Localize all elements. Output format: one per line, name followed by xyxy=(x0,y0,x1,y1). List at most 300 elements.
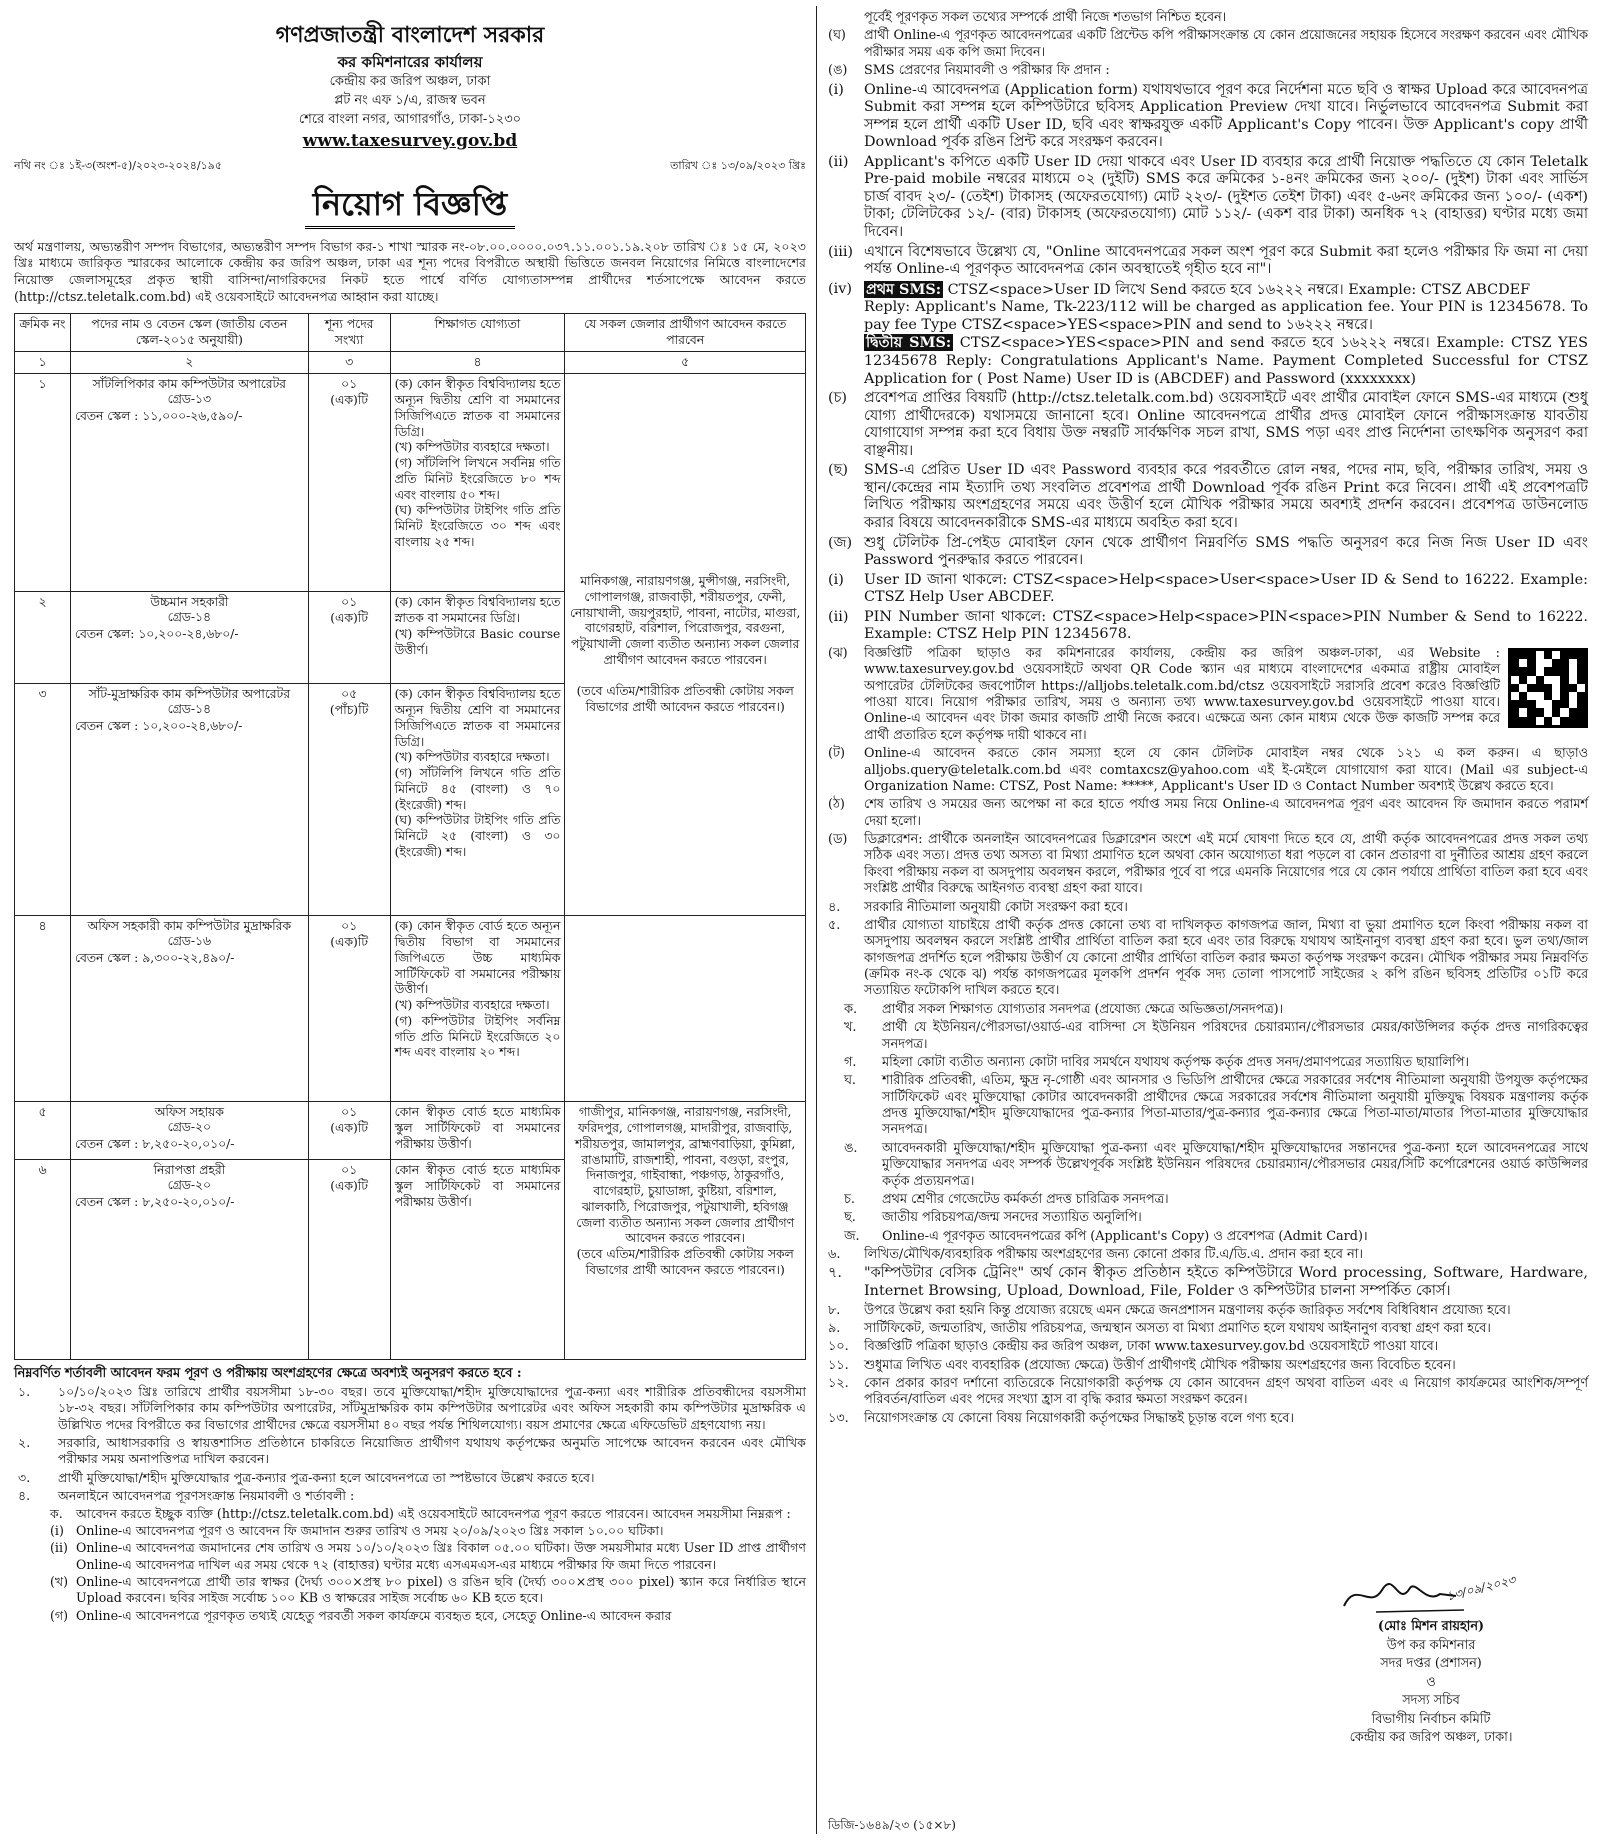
qr-module xyxy=(1536,676,1544,684)
qr-module xyxy=(1569,651,1577,659)
qr-module xyxy=(1519,717,1527,725)
row-post xyxy=(70,684,308,916)
qr-module xyxy=(1519,684,1527,692)
post-grade: গ্রেড-১৪ xyxy=(167,702,211,717)
list-label: ১১. xyxy=(828,1357,849,1373)
row-serial: ৩ xyxy=(15,684,71,916)
letterhead xyxy=(14,22,806,151)
qr-module xyxy=(1527,667,1535,675)
qr-module xyxy=(1552,667,1560,675)
qr-module xyxy=(1577,667,1585,675)
list-label: খ. xyxy=(844,1020,857,1036)
row-vacancy: ০১ (এক)টি xyxy=(308,1102,390,1160)
qr-module xyxy=(1527,717,1535,725)
row-districts-a xyxy=(565,374,806,916)
condition-number: ৩. xyxy=(18,1469,31,1485)
row-post xyxy=(70,374,308,592)
condition-number: ১. xyxy=(18,1384,31,1399)
qr-module xyxy=(1552,700,1560,708)
post-grade: গ্রেড-১৪ xyxy=(167,610,211,625)
condition-sub-item xyxy=(42,1506,806,1522)
qr-module xyxy=(1519,708,1527,716)
qr-module xyxy=(1569,717,1577,725)
row-post xyxy=(70,1160,308,1360)
qr-module xyxy=(1544,659,1552,667)
final-condition-item xyxy=(828,1358,1588,1374)
plot-address: প্লট নং এফ ১/এ, রাজস্ব ভবন xyxy=(334,92,486,108)
paragraph xyxy=(828,832,1588,898)
qr-module xyxy=(1577,684,1585,692)
condition-sub-item xyxy=(42,1574,806,1607)
sub-text: Online-এ আবেদনপত্র জমাদানের শেষ তারিখ ও সময় ১০/১০/২০২৩ খ্রিঃ বিকাল ০৫.০০ ঘটিকা। উক্ত সময়সীমার মধ্যে User ID প্রাপ্ত প্রার্থীগণ Online-এ আবেদনপত্র দাখিল এর সময় থেকে ৭২ (বাহাত্তর) ঘণ্টার মধ্যে এসএমএস-এর মাধ্যমে পরীক্ষার ফি জমা দিতে পারবেন। xyxy=(76,1540,806,1572)
office-name: কর কমিশনারের কার্যালয় xyxy=(337,52,483,71)
row-post xyxy=(70,916,308,1102)
qr-module xyxy=(1536,651,1544,659)
qr-module xyxy=(1552,708,1560,716)
qr-module xyxy=(1577,700,1585,708)
qr-module xyxy=(1536,717,1544,725)
paragraph-label: (ঘ) xyxy=(828,28,846,44)
row-qualification: (ক) কোন স্বীকৃত বিশ্ববিদ্যালয় হতে অন্যূন দ্বিতীয় শ্রেণি বা সমমানের সিজিপিএতে স্নাতক বা সমমানের ডিগ্রি। (খ) কম্পিউটার ব্যবহারে দক্ষতা। (গ) সাঁটলিপি লিখনে সর্বনিম্ন গতি প্রতি মিনিট ইংরেজিতে ৮০ শব্দ এবং বাংলায় ৫০ শব্দ। (ঘ) কম্পিউটার টাইপিং গতি প্রতি মিনিট ইংরেজিতে ৩০ শব্দ এবং বাংলায় ২৫ শব্দ। xyxy=(390,374,565,592)
list-label: জ. xyxy=(844,1228,860,1244)
list-label: ৭. xyxy=(828,1265,842,1282)
col-header-serial: ক্রমিক নং xyxy=(15,314,71,352)
list-text: উপরে উল্লেখ করা হয়নি কিন্তু প্রযোজ্য রয়েছে এমন ক্ষেত্রে জনপ্রশাসন মন্ত্রণালয় কর্তৃক জারিকৃত সর্বশেষ বিধিবিধান প্রযোজ্য হবে। xyxy=(864,1302,1511,1318)
col-header-vacancy: শূন্য পদের সংখ্যা xyxy=(308,314,390,352)
list-text: নিয়োগসংক্রান্ত যে কোনো বিষয় নিয়োগকারী কর্তৃপক্ষের সিদ্ধান্তই চূড়ান্ত বলে গণ্য হবে। xyxy=(864,1410,1294,1426)
condition-sub-item xyxy=(42,1523,806,1539)
qr-module xyxy=(1560,684,1568,692)
qr-module xyxy=(1577,651,1585,659)
list-text: মহিলা কোটা ব্যতীত অন্যান্য কোটা দাবির সমর্থনে যথাযথ কর্তৃপক্ষ কর্তৃক প্রদত্ত সনদ/প্রমাণপত্রের সত্যায়িত ছায়ালিপি। xyxy=(882,1054,1469,1070)
paragraph-text: সরকারি নীতিমালা অনুযায়ী কোটা সংরক্ষণ করা হবে। xyxy=(864,899,1128,915)
qr-module xyxy=(1552,684,1560,692)
post-scale: বেতন স্কেল : ৯,৩০০-২২,৪৯০/- xyxy=(74,951,235,966)
left-column xyxy=(14,22,806,1624)
designation-line: উপ কর কমিশনার xyxy=(1386,1637,1476,1653)
qr-module xyxy=(1560,676,1568,684)
paragraph-text: এখানে বিশেষভাবে উল্লেখ্য যে, "Online আবেদনপত্রের সকল অংশ পূরণ করে Submit করা হলেও পরীক্ষার ফি জমা না দেয়া পর্যন্ত Online-এ পূরণকৃত আবেদনপত্র কোন অবস্থাতেই গৃহীত হবে না"। xyxy=(864,243,1588,278)
paragraph xyxy=(828,28,1588,61)
paragraph-label: (ঠ) xyxy=(828,797,845,813)
qr-module xyxy=(1560,692,1568,700)
document-list-item xyxy=(828,1229,1588,1245)
paragraph-text: SMS-এ প্রেরিত User ID এবং Password ব্যবহার করে পরবর্তীতে রোল নম্বর, পদের নাম, ছবি, পরীক্ষার তারিখ, সময় ও স্থান/কেন্দ্রের নাম ইত্যাদি তথ্য সংবলিত প্রবেশপত্র প্রার্থী Download পূর্বক রঙিন Print করে নিবেন। প্রার্থী এই প্রবেশপত্রটি লিখিত পরীক্ষায় অংশগ্রহণের সময়ে এবং উত্তীর্ণ হলে মৌখিক পরীক্ষার সময়ে অবশ্যই প্রদর্শন করবেন। প্রবেশপত্র ডাউনলোড করার বিষয়ে আবেদনকারীকে SMS-এর মাধ্যমে অবহিত করা হবে। xyxy=(864,462,1588,531)
condition-item xyxy=(14,1384,806,1433)
qr-module xyxy=(1527,659,1535,667)
col-header-districts: যে সকল জেলার প্রার্থীগণ আবেদন করতে পারবেন xyxy=(565,314,806,352)
list-label: ঘ. xyxy=(844,1073,856,1089)
condition-text: ১০/১০/২০২৩ খ্রিঃ তারিখে প্রার্থীর বয়সসীমা ১৮-৩০ বছর। তবে মুক্তিযোদ্ধা/শহীদ মুক্তিযোদ্ধাদের পুত্র-কন্যা এবং শারীরিক প্রতিবন্ধীদের বয়সসীমা ১৮-৩২ বছর। সাঁটলিপিকার কাম কম্পিউটার অপারেটর, সাঁটমুদ্রাক্ষরিক কাম কম্পিউটার অপারেটর এবং অফিস সহকারী কাম কম্পিউটার মুদ্রাক্ষরিক এ উল্লিখিত পদের বিপরীতে কর বিভাগের প্রার্থীদের ক্ষেত্রে বয়সসীমা ৪০ বছর পর্যন্ত শিথিলযোগ্য। বয়স প্রমাণের ক্ষেত্রে এফিডেভিট গ্রহণযোগ্য নয়। xyxy=(58,1384,806,1432)
paragraph xyxy=(828,572,1588,607)
qr-module xyxy=(1577,708,1585,716)
final-condition-item xyxy=(828,1321,1588,1337)
list-label: ঙ. xyxy=(844,1140,858,1156)
paragraph-text: প্রবেশপত্র প্রাপ্তির বিষয়টি (http://ctsz.teletalk.com.bd) ওয়েবসাইটে এবং প্রার্থীর মোবাইল ফোনে SMS-এর মাধ্যমে (শুধু যোগ্য প্রার্থীদেরকে) যথাসময়ে জানানো হবে। Online আবেদনপত্রে প্রার্থীর প্রদত্ত মোবাইল ফোনে পরীক্ষাসংক্রান্ত যাবতীয় যোগাযোগ সম্পন্ন করা হবে বিধায় উক্ত নম্বরটি সার্বক্ষণিক সচল রাখা, SMS পড়া এবং প্রাপ্ত নির্দেশনা তাৎক্ষণিক অনুসরণ করা বাঞ্ছনীয়। xyxy=(864,390,1588,459)
condition-sub-item xyxy=(42,1608,806,1624)
paragraph xyxy=(828,646,1588,744)
officer-name: (মোঃ মিশন রায়হান) xyxy=(1377,1619,1485,1634)
paragraph-text: শেষ তারিখ ও সময়ের জন্য অপেক্ষা না করে হাতে পর্যাপ্ত সময় নিয়ে Online-এ আবেদনপত্র পূরণ এবং আবেদন ফি জমাদান করতে পরামর্শ দেয়া হলো। xyxy=(864,797,1588,829)
document-list-item xyxy=(828,1210,1588,1226)
qr-module xyxy=(1560,717,1568,725)
row-qualification: (ক) কোন স্বীকৃত বিশ্ববিদ্যালয় হতে অন্যূন দ্বিতীয় শ্রেণি বা সমমানের সিজিপিএতে স্নাতক বা সমমানের ডিগ্রি। (খ) কম্পিউটার ব্যবহারে দক্ষতা। (গ) সাঁটলিপি লিখনে গতি প্রতি মিনিটে ৪৫ (বাংলা) ও ৭০ (ইংরেজী) শব্দ। (ঘ) কম্পিউটার টাইপিং গতি প্রতি মিনিটে ২৫ (বাংলা) ও ৩০ (ইংরেজী) শব্দ। xyxy=(390,684,565,916)
qr-module xyxy=(1577,676,1585,684)
list-text: শুধুমাত্র লিখিত এবং ব্যবহারিক (প্রযোজ্য ক্ষেত্রে) উত্তীর্ণ প্রার্থীগণই মৌখিক পরীক্ষায় অংশগ্রহণের জন্য বিবেচিত হবেন। xyxy=(864,1357,1456,1373)
qr-module xyxy=(1511,651,1519,659)
sub-label: (i) xyxy=(50,1522,64,1538)
paragraph xyxy=(828,797,1588,830)
second-sms-text: CTSZ<space>YES<space>PIN and send করতে হবে ১৬২২২ নম্বরে। Example: CTSZ YES 12345678 Reply: Congratulations Applicant's Name. Payment Completed Successful for CTSZ Application for ( Post Name) User ID is (ABCDEF) and Password (xxxxxxxx) xyxy=(864,335,1588,387)
signature-block xyxy=(1296,1570,1566,1748)
list-label: ৯. xyxy=(828,1320,841,1336)
row-post xyxy=(70,1102,308,1160)
table-row xyxy=(15,374,806,592)
website-link[interactable]: www.taxesurvey.gov.bd xyxy=(302,130,518,151)
condition-number: ২. xyxy=(18,1435,31,1451)
condition-text: সরকারি, আধাসরকারি ও স্বায়ত্তশাসিত প্রতিষ্ঠানে চাকরিতে নিয়োজিত প্রার্থীগণ যথাযথ কর্তৃপক্ষের অনুমতি সাপেক্ষে আবেদন করবেন এবং মৌখিক পরীক্ষার সময় অনাপত্তিপত্র দাখিল করবেন। xyxy=(58,1435,806,1467)
condition-item xyxy=(14,1488,806,1504)
qr-module xyxy=(1527,692,1535,700)
list-label: ১৩. xyxy=(828,1410,849,1426)
reference-line xyxy=(14,159,806,172)
sms-block xyxy=(864,281,1588,388)
paragraph xyxy=(828,462,1588,532)
colnum: ৪ xyxy=(390,352,565,374)
paragraph-text: শুধু টেলিটক প্রি-পেইড মোবাইল ফোন থেকে প্রার্থীগণ নিম্নবর্ণিত SMS পদ্ধতি অনুসরণ করে নিজ নিজ User ID এবং Password পুনরুদ্ধার করতে পারবেন। xyxy=(864,534,1588,569)
qr-module xyxy=(1536,659,1544,667)
post-grade: গ্রেড-২০ xyxy=(167,1120,211,1135)
paragraph-label: (ii) xyxy=(828,153,849,170)
list-text: Online-এ পূরণকৃত আবেদনপত্রের কপি (Applicant's Copy) ও প্রবেশপত্র (Admit Card)। xyxy=(882,1228,1368,1244)
list-text: বিজ্ঞপ্তিটি পত্রিকা ছাড়াও কেন্দ্রীয় কর জরিপ অঞ্চল, ঢাকা www.taxesurvey.gov.bd ওয়েবসাইটে পাওয়া যাবে। xyxy=(864,1339,1439,1355)
post-scale: বেতন স্কেল : ১১,০০০-২৬,৫৯০/- xyxy=(74,409,243,424)
paragraph-text: PIN Number জানা থাকলে: CTSZ<space>Help<space>PIN<space>PIN Number & Send to 16222. Example: CTSZ Help PIN 12345678. xyxy=(864,608,1588,643)
qr-module xyxy=(1536,692,1544,700)
qr-module xyxy=(1544,717,1552,725)
paragraph xyxy=(828,82,1588,152)
paragraph-text: পূর্বেই পূরণকৃত সকল তথ্যের সম্পর্কে প্রার্থী নিজে শতভাগ নিশ্চিত হবেন। xyxy=(864,10,1227,25)
notice-date: তারিখ ঃ ১৩/০৯/২০২৩ খ্রিঃ xyxy=(670,159,806,173)
qr-module xyxy=(1536,684,1544,692)
paragraph-label: (ঙ) xyxy=(828,63,848,79)
final-condition-item xyxy=(828,1303,1588,1319)
list-label: ৬. xyxy=(828,1247,841,1263)
qr-module xyxy=(1511,717,1519,725)
row-qualification: (ক) কোন স্বীকৃত বিশ্ববিদ্যালয় হতে স্নাতক বা সমমানের ডিগ্রি। (খ) কম্পিউটারে Basic course উত্তীর্ণ। xyxy=(390,592,565,684)
paragraph xyxy=(828,900,1588,916)
list-label: ছ. xyxy=(844,1210,856,1226)
condition-text: প্রার্থী মুক্তিযোদ্ধা/শহীদ মুক্তিযোদ্ধার পুত্র-কন্যার পুত্র-কন্যা হলে আবেদনপত্রে তা স্পষ্টভাবে উল্লেখ করতে হবে। xyxy=(58,1469,595,1485)
qr-module xyxy=(1560,708,1568,716)
list-text: জাতীয় পরিচয়পত্র/জন্ম সনদের সত্যায়িত অনুলিপি। xyxy=(882,1210,1142,1226)
sub-label: (খ) xyxy=(50,1573,69,1589)
paragraph-label: (ড) xyxy=(828,832,848,848)
qr-module xyxy=(1577,659,1585,667)
row-districts-empty xyxy=(565,916,806,1102)
condition-text: অনলাইনে আবেদনপত্র পূরণসংক্রান্ত নিয়মাবলী ও শর্তাবলী : xyxy=(58,1488,355,1504)
row-vacancy: ০১ (এক)টি xyxy=(308,916,390,1102)
row-vacancy: ০১ (এক)টি xyxy=(308,374,390,592)
paragraph-label: (ছ) xyxy=(828,462,848,479)
first-sms-text: CTSZ<space>User ID লিখে Send করতে হবে ১৬২২২ নম্বরে। Example: CTSZ ABCDEF Reply: Applicant's Name, Tk-223/112 will be charged as application fee. Your PIN is 12345678. To pay fee Type CTSZ<space>YES<space>PIN and send to ১৬২২২ নম্বরে। xyxy=(864,281,1588,333)
right-column xyxy=(828,8,1588,1427)
qr-module xyxy=(1544,700,1552,708)
row-serial: ১ xyxy=(15,374,71,592)
qr-module xyxy=(1544,692,1552,700)
designation-line: কেন্দ্রীয় কর জরিপ অঞ্চল, ঢাকা। xyxy=(1349,1730,1513,1746)
qr-module xyxy=(1569,708,1577,716)
table-row xyxy=(15,1102,806,1160)
qr-module xyxy=(1560,700,1568,708)
paragraph-label: (ট) xyxy=(828,746,845,762)
colnum: ৫ xyxy=(565,352,806,374)
qr-module xyxy=(1519,692,1527,700)
paragraph-label: ৪. xyxy=(828,899,841,915)
qr-module xyxy=(1569,684,1577,692)
row-vacancy: ০১ (এক)টি xyxy=(308,592,390,684)
website-info-text: বিজ্ঞপ্তিটি পত্রিকা ছাড়াও কর কমিশনারের কার্যালয়, কেন্দ্রীয় কর জরিপ অঞ্চল-ঢাকা, এর Website : www.taxesurvey.gov.bd ওয়েবসাইটে অথবা QR Code স্ক্যান এর মাধ্যমে বাংলাদেশের একমাত্র রাষ্ট্রীয় মোবাইল অপারেটর টেলিটকের জবপোর্টাল https://alljobs.teletalk.com.bd/ctsz ওয়েবসাইটে সরাসরি প্রবেশ করেও বিজ্ঞপ্তিটি পাওয়া যাবে। নিয়োগ পরীক্ষার তারিখ, সময় ও অন্যান্য তথ্য www.taxesurvey.gov.bd ওয়েবসাইটে পাওয়া যাবে। Online-এ আবেদন এবং টাকা জমার কাজটি প্রার্থী নিজে করবে। এক্ষেত্রে অন্য কোন মাধ্যম থেকে উক্ত কাজটি সম্পন্ন করে প্রার্থী প্রতারিত হলে কর্তৃপক্ষ দায়ী থাকবে না। xyxy=(864,645,1500,743)
final-condition-item xyxy=(828,1376,1588,1409)
final-condition-item xyxy=(828,1339,1588,1355)
qr-module xyxy=(1511,708,1519,716)
paragraph xyxy=(828,609,1588,644)
final-condition-item xyxy=(828,1247,1588,1263)
notice-title: নিয়োগ বিজ্ঞপ্তি xyxy=(305,185,515,229)
qr-module xyxy=(1511,667,1519,675)
col-header-qualification: শিক্ষাগত যোগ্যতা xyxy=(390,314,565,352)
qr-module xyxy=(1569,667,1577,675)
qr-module xyxy=(1536,667,1544,675)
second-sms-label: দ্বিতীয় SMS: xyxy=(866,334,952,352)
row-qualification: কোন স্বীকৃত বোর্ড হতে মাধ্যমিক স্কুল সার্টিফিকেট বা সমমানের পরীক্ষায় উত্তীর্ণ। xyxy=(390,1160,565,1360)
post-name: নিরাপত্তা প্রহরী xyxy=(153,1163,226,1178)
qr-module xyxy=(1552,717,1560,725)
paragraph xyxy=(828,154,1588,242)
paragraph xyxy=(828,244,1588,279)
first-sms-label: প্রথম SMS: xyxy=(866,280,942,298)
signature-date: ১৩/০৯/২০২৩ xyxy=(1445,1572,1517,1604)
column-divider xyxy=(816,6,817,1834)
row-serial: ৫ xyxy=(15,1102,71,1160)
document-list-item xyxy=(828,1141,1588,1190)
qr-module xyxy=(1511,692,1519,700)
zone-name: কেন্দ্রীয় কর জরিপ অঞ্চল, ঢাকা xyxy=(329,74,491,90)
sub-text: আবেদন করতে ইচ্ছুক ব্যক্তি (http://ctsz.teletalk.com.bd) এই ওয়েবসাইটে আবেদনপত্র পূরণ করতে পারবেন। আবেদন সময়সীমা নিম্নরূপ : xyxy=(76,1505,791,1521)
colnum: ২ xyxy=(70,352,308,374)
qr-module xyxy=(1527,708,1535,716)
qr-module xyxy=(1569,700,1577,708)
paragraph-text: Applicant's কপিতে একটি User ID দেয়া থাকবে এবং User ID ব্যবহার করে প্রার্থী নিয়োক্ত পদ্ধতিতে যে কোন Teletalk Pre-paid mobile নম্বরের মাধ্যমে ০২ (দুইটি) SMS করে ক্রমিকের ১-৪নং ক্রমিকের জন্য ২০০/- (দুইশ) টাকা এবং সার্ভিস চার্জ বাবদ ২৩/- (তেইশ) টাকাসহ (অফেরতযোগ্য) মোট ২২৩/- (দুইশত তেইশ টাকা) এবং ৫-৬নং ক্রমিকের জন্য ১০০/- (একশ) টাকা; টেলিটকের ১২/- (বার) টাকাসহ (অফেরতযোগ্য) মোট ১১২/- (একশ বার টাকা) অনধিক ৭২ (বাহাত্তর) ঘণ্টার মধ্যে জমা দিবেন। xyxy=(864,153,1588,240)
list-text: শারীরিক প্রতিবন্ধী, এতিম, ক্ষুদ্র নৃ-গোষ্ঠী এবং আনসার ও ভিডিপি প্রার্থীদের ক্ষেত্রে সরকারের সর্বশেষ নীতিমালা অনুযায়ী উপযুক্ত কর্তৃপক্ষের সার্টিফিকেট এবং মুক্তিযোদ্ধা কোটার আবেদনকারী প্রার্থীদের ক্ষেত্রে সরকারের সর্বশেষ নীতিমালা অনুযায়ী মুক্তিযুদ্ধ বিষয়ক মন্ত্রণালয় কর্তৃক প্রদত্ত মুক্তিযোদ্ধা/শহীদ মুক্তিযোদ্ধাদের পুত্র-কন্যার পিতা-মাতার/পুত্র-কন্যার পুত্র-কন্যার ক্ষেত্রে পিতা-মাতা/মাতার পিতা-মাতার মুক্তিযোদ্ধার সনদপত্র। xyxy=(882,1073,1588,1138)
paragraph xyxy=(828,63,1588,79)
list-text: লিখিত/মৌখিক/ব্যবহারিক পরীক্ষায় অংশগ্রহণের জন্য কোনো প্রকার টি.এ/ডি.এ. প্রদান করা হবে না। xyxy=(864,1247,1363,1263)
document-list xyxy=(828,1002,1588,1245)
paragraph-label: (ii) xyxy=(828,608,849,625)
row-vacancy: ০১ (এক)টি xyxy=(308,1160,390,1360)
qr-module xyxy=(1519,667,1527,675)
paragraph xyxy=(828,390,1588,460)
row-vacancy: ০৫ (পাঁচ)টি xyxy=(308,684,390,916)
conditions-heading: নিম্নবর্ণিত শর্তাবলী আবেদন ফরম পূরণ ও পরীক্ষায় অংশগ্রহণের ক্ষেত্রে অবশ্যই অনুসরণ করতে হবে : xyxy=(14,1366,522,1382)
qr-module xyxy=(1544,667,1552,675)
qr-module xyxy=(1569,676,1577,684)
qr-module xyxy=(1560,659,1568,667)
list-text: কোন প্রকার কারণ দর্শানো ব্যতিরেকে নিয়োগকারী কর্তৃপক্ষ যে কোন আবেদন গ্রহণ অথবা বাতিল এবং এ নিয়োগ কার্যক্রমের আংশিক/সম্পূর্ণ পরিবর্তন/বাতিল এবং পদের সংখ্যা হ্রাস বা বৃদ্ধি করার ক্ষমতা সংরক্ষণ করেন। xyxy=(864,1376,1588,1408)
condition-number: ৪. xyxy=(18,1488,31,1504)
designation-line: সদস্য সচিব xyxy=(1402,1693,1460,1709)
list-label: ১২. xyxy=(828,1376,849,1392)
sub-text: Online-এ আবেদনপত্রে প্রার্থী তার স্বাক্ষর (দৈর্ঘ্য ৩০০×প্রস্থ ৮০ pixel) ও রঙিন ছবি (দৈর্ঘ্য ৩০০×প্রস্থ ৩০০ pixel) স্ক্যান করে নির্ধারিত স্থানে Upload করবেন। ছবির সাইজ সর্বোচ্চ ১০০ KB ও স্বাক্ষরের সাইজ সর্বোচ্চ ৬০ KB হতে হবে। xyxy=(76,1573,806,1606)
list-text: প্রার্থীর সকল শিক্ষাগত যোগ্যতার সনদপত্র (প্রযোজ্য ক্ষেত্রে অভিজ্ঞতা/সনদপত্র)। xyxy=(882,1001,1284,1017)
document-list-item xyxy=(828,1073,1588,1139)
qr-module xyxy=(1527,684,1535,692)
qr-module xyxy=(1536,700,1544,708)
list-text: প্রার্থী যে ইউনিয়ন/পৌরসভা/ওয়ার্ড-এর বাসিন্দা সে ইউনিয়ন পরিষদের চেয়ারম্যান/পৌরসভার মেয়র/কাউন্সিলর কর্তৃক প্রদত্ত নাগরিকত্বের সনদপত্র। xyxy=(882,1020,1588,1052)
qr-module xyxy=(1560,651,1568,659)
qr-module xyxy=(1519,676,1527,684)
table-header-row xyxy=(15,314,806,352)
sub-label: ক. xyxy=(50,1505,63,1521)
sms-instructions xyxy=(828,281,1588,388)
list-text: সার্টিফিকেট, জন্মতারিখ, জাতীয় পরিচয়পত্র, জন্মস্থান অসত্য বা মিথ্যা প্রমাণিত হলে যথাযথ আইনানুগ ব্যবস্থা গ্রহণ করা হবে। xyxy=(864,1320,1491,1336)
designation-line: বিভাগীয় নির্বাচন কমিটি xyxy=(1371,1711,1491,1727)
final-condition-item xyxy=(828,1411,1588,1427)
memo-number: নথি নং ঃ ১ই-৩(অংশ-৫)/২০২৩-২০২৪/১৯৫ xyxy=(14,159,223,173)
post-name: অফিস সহকারী কাম কম্পিউটার মুদ্রাক্ষরিক xyxy=(87,919,291,934)
row-serial: ৪ xyxy=(15,916,71,1102)
post-name: উচ্চমান সহকারী xyxy=(150,595,229,610)
sub-text: Online-এ আবেদনপত্রে পূরণকৃত তথ্যই যেহেতু পরবর্তী সকল কার্যক্রমে ব্যবহৃত হবে, সেহেতু Online-এ আবেদন করার xyxy=(76,1607,672,1623)
row-qualification: (ক) কোন স্বীকৃত বোর্ড হতে অন্যূন দ্বিতীয় বিভাগ বা সমমানের জিপিএতে উচ্চ মাধ্যমিক সার্টিফিকেট বা সমমানের পরীক্ষায় উত্তীর্ণ। (খ) কম্পিউটার ব্যবহারে দক্ষতা। (গ) কম্পিউটার টাইপিং সর্বনিম্ন গতি প্রতি মিনিটে ইংরেজিতে ২০ শব্দ এবং বাংলায় ২০ শব্দ। xyxy=(390,916,565,1102)
print-reference: ডিজি-১৬৪৯/২৩ (১৫×৮) xyxy=(828,1818,956,1832)
qr-module xyxy=(1552,651,1560,659)
qr-module xyxy=(1569,692,1577,700)
paragraph-label: (ঝ) xyxy=(828,645,848,661)
qr-module xyxy=(1577,717,1585,725)
paragraph-text: Online-এ আবেদন করতে কোন সমস্যা হলে যে কোন টেলিটক মোবাইল নম্বর থেকে ১২১ এ কল করুন। এ ছাড়াও alljobs.query@teletalk.com.bd এবং comtaxcsz@yahoo.com এই ই-মেইলে যোগাযোগ করা যাবে। (Mail এর subject-এ Organization Name: CTSZ, Post Name: *****, Applicant's User ID ও Contact Number অবশ্যই উল্লেখ করতে হবে। xyxy=(864,746,1588,794)
final-conditions-list xyxy=(828,1247,1588,1427)
row-serial: ৬ xyxy=(15,1160,71,1360)
qr-module xyxy=(1527,676,1535,684)
colnum: ৩ xyxy=(308,352,390,374)
qr-module xyxy=(1544,708,1552,716)
post-grade: গ্রেড-১৩ xyxy=(167,392,211,407)
districts-text: মানিকগঞ্জ, নারায়ণগঞ্জ, মুন্সীগঞ্জ, নরসিংদী, গোপালগঞ্জ, রাজবাড়ী, শরীয়তপুর, ফেনী, নোয়াখালী, জয়পুরহাট, পাবনা, নাটোর, মাগুরা, বাগেরহাট, বরিশাল, পিরোজপুর, বরগুনা, পটুয়াখালী জেলা ব্যতীত অন্যান্য সকল জেলার প্রার্থীগণ আবেদন করতে পারবেন। (তবে এতিম/শারীরিক প্রতিবন্ধী কোটায় সকল বিভাগের প্রার্থী আবেদন করতে পারবেন।) xyxy=(569,574,801,714)
condition-sub-item xyxy=(42,1540,806,1573)
paragraph-label: (iii) xyxy=(828,243,854,260)
paragraph xyxy=(828,535,1588,570)
qr-module xyxy=(1519,659,1527,667)
post-scale: বেতন স্কেল : ৮,২৫০-২০,০১০/- xyxy=(74,1195,235,1210)
row-qualification: কোন স্বীকৃত বোর্ড হতে মাধ্যমিক স্কুল সার্টিফিকেট বা সমমানের পরীক্ষায় উত্তীর্ণ। xyxy=(390,1102,565,1160)
posts-table xyxy=(14,313,806,1360)
qr-module xyxy=(1552,676,1560,684)
paragraph-label: (জ) xyxy=(828,534,853,551)
paragraph-text: SMS প্রেরণের নিয়মাবলী ও পরীক্ষার ফি প্রদান : xyxy=(864,63,1110,79)
post-scale: বেতন স্কেল: ১০,২০০-২৪,৬৮০/- xyxy=(74,627,239,642)
post-scale: বেতন স্কেল : ৮,২৫০-২০,০১০/- xyxy=(74,1137,235,1152)
qr-module xyxy=(1544,651,1552,659)
post-name: অফিস সহায়ক xyxy=(154,1105,224,1120)
condition-item xyxy=(14,1435,806,1468)
post-grade: গ্রেড-২০ xyxy=(167,1178,211,1193)
paragraph xyxy=(828,10,1588,26)
sub-label: (ii) xyxy=(50,1540,68,1556)
paragraph-text: User ID জানা থাকলে: CTSZ<space>Help<space>User<space>User ID & Send to 16222. Example: CTSZ Help User ABCDEF. xyxy=(864,571,1588,606)
row-districts-b xyxy=(565,1102,806,1360)
post-name: সাঁটলিপিকার কাম কম্পিউটার অপারেটর xyxy=(92,377,286,392)
qr-module xyxy=(1519,700,1527,708)
qr-module xyxy=(1552,659,1560,667)
paragraph-label: ৫. xyxy=(828,917,841,933)
paragraph xyxy=(828,918,1588,1000)
paragraph-text xyxy=(864,646,1588,744)
qr-module xyxy=(1536,708,1544,716)
document-list-item xyxy=(828,1002,1588,1018)
paragraph xyxy=(828,746,1588,795)
post-grade: গ্রেড-১৬ xyxy=(167,934,211,949)
qr-code-icon[interactable] xyxy=(1508,648,1588,728)
document-list-item xyxy=(828,1020,1588,1053)
qr-module xyxy=(1511,676,1519,684)
row-post xyxy=(70,592,308,684)
final-condition-item xyxy=(828,1265,1588,1300)
paragraph-label: (চ) xyxy=(828,390,847,407)
document-list-item xyxy=(828,1192,1588,1208)
paragraph-text: প্রার্থী Online-এ পূরণকৃত আবেদনপত্রের একটি প্রিন্টেড কপি পরীক্ষাসংক্রান্ত যে কোন প্রয়োজনের সহায়ক হিসেবে সংরক্ষণ করবেন এবং মৌখিক পরীক্ষার সময় এক কপি জমা দিবেন। xyxy=(864,28,1588,60)
list-label: ৮. xyxy=(828,1302,841,1318)
list-label: গ. xyxy=(844,1054,857,1070)
qr-module xyxy=(1552,692,1560,700)
list-label: ১০. xyxy=(828,1339,849,1355)
table-row xyxy=(15,916,806,1102)
signature-image xyxy=(1296,1570,1566,1618)
list-label: চ. xyxy=(844,1191,855,1207)
intro-paragraph: অর্থ মন্ত্রণালয়, অভ্যন্তরীণ সম্পদ বিভাগের, অভ্যন্তরীণ সম্পদ বিভাগ কর-১ শাখা স্মারক নং-০৮.০০.০০০০.০৩৭.১১.০০১.১৯.২০৮ তারিখ ঃ ১৫ মে, ২০২৩ খ্রিঃ মাধ্যমে জারিকৃত স্মারকের আলোকে কেন্দ্রীয় কর জরিপ অঞ্চল, ঢাকা এর শূন্য পদের বিপরীতে অস্থায়ী ভিত্তিতে জনবল নিয়োগের নিমিত্তে বাংলাদেশের নিয়োক্ত জেলাসমূহের প্রকৃত স্থায়ী বাসিন্দা/নাগরিকদের নিকট হতে পার্শ্বে বর্ণিত যোগ্যতাসম্পন্ন প্রার্থীদের শর্তসাপেক্ষে আবেদন করতে (http://ctsz.teletalk.com.bd) এই ওয়েবসাইটে আবেদনপত্র আহ্বান করা যাচ্ছে। xyxy=(14,238,806,304)
list-label: ক. xyxy=(844,1001,858,1017)
qr-module xyxy=(1544,676,1552,684)
paragraph-text: Online-এ আবেদনপত্র (Application form) যথাযথভাবে পূরণ করে নির্দেশনা মতে ছবি ও স্বাক্ষর Upload করে আবেদনপত্র Submit করা সম্পন্ন হলে কম্পিউটারে ছবিসহ Application Preview দেখা যাবে। নির্ভুলভাবে আবেদনপত্র Submit করা সম্পন্ন হলে প্রার্থী একটি User ID, ছবি এবং স্বাক্ষরযুক্ত একটি Applicant's Copy পাবেন। উক্ত Applicant's copy প্রার্থী Download পূর্বক রঙিন প্রিন্ট করে সংরক্ষণ করবেন। xyxy=(864,81,1588,151)
document-list-item xyxy=(828,1055,1588,1071)
condition-item xyxy=(14,1470,806,1486)
qr-module xyxy=(1527,651,1535,659)
qr-module xyxy=(1560,667,1568,675)
qr-module xyxy=(1569,659,1577,667)
paragraph-text: প্রার্থীর যোগ্যতা যাচাইয়ে প্রার্থী কর্তৃক প্রদত্ত কোনো তথ্য বা দাখিলকৃত কাগজপত্র জাল, মিথ্যা বা ভুয়া প্রমাণিত হলে কিংবা পরীক্ষায় নকল বা অসদুপায় অবলম্বন করলে সংশ্লিষ্ট প্রার্থীর প্রার্থিতা বাতিল করা হবে এবং তার বিরুদ্ধে যথাযথ আইনানুগ ব্যবস্থা গ্রহণ করা হবে। ভুল তথ্য/জাল কাগজপত্র প্রদর্শিত হলে পরীক্ষায় উত্তীর্ণ যে কোনো প্রার্থীর প্রার্থিতা বাতিল করার ক্ষমতা কর্তৃপক্ষ সংরক্ষণ করেন। মৌখিক পরীক্ষার সময় নিম্নবর্ণিত (ক্রমিক নং-ক থেকে ঝ) পর্যন্ত কাগজপত্রের মূলকপি প্রদর্শন পূর্বক সদ্য তোলা পাসপোর্ট সাইজের ২ কপি রঙিন ছবিসহ প্রতিটির ০১টি করে সত্যায়িত ফটোকপি দাখিল করতে হবে। xyxy=(864,917,1588,999)
sub-text: Online-এ আবেদনপত্র পূরণ ও আবেদন ফি জমাদান শুরুর তারিখ ও সময় ২০/০৯/২০২৩ খ্রিঃ সকাল ১০.০০ ঘটিকা। xyxy=(76,1522,664,1538)
paragraph-label: (iv) xyxy=(828,280,852,297)
government-name: গণপ্রজাতন্ত্রী বাংলাদেশ সরকার xyxy=(275,22,545,48)
designation-line: ও xyxy=(1426,1674,1436,1690)
list-text: প্রথম শ্রেণীর গেজেটেড কর্মকর্তা প্রদত্ত চারিত্রিক সনদপত্র। xyxy=(882,1191,1169,1207)
street-address: শেরে বাংলা নগর, আগারগাঁও, ঢাকা-১২৩০ xyxy=(298,111,522,127)
qr-module xyxy=(1511,700,1519,708)
paragraph-label: (i) xyxy=(828,81,844,98)
paragraph-label: (i) xyxy=(828,571,844,588)
col-header-post: পদের নাম ও বেতন স্কেল (জাতীয় বেতন স্কেল-২০১৫ অনুযায়ী) xyxy=(70,314,308,352)
table-colnum-row xyxy=(15,352,806,374)
districts-text: গাজীপুর, মানিকগঞ্জ, নারায়ণগঞ্জ, নরসিংদী, ফরিদপুর, গোপালগঞ্জ, মাদারীপুর, রাজবাড়ি, শরীয়তপুর, জামালপুর, ব্রাহ্মণবাড়িয়া, কুমিল্লা, রাঙামাটি, রাজশাহী, পাবনা, বগুড়া, রংপুর, দিনাজপুর, গাইবান্ধা, পঞ্চগড়, ঠাকুরগাঁও, বাগেরহাট, চুয়াডাঙ্গা, কুষ্টিয়া, বরিশাল, ঝালকাঠি, পিরোজপুর, পটুয়াখালী, হবিগঞ্জ জেলা ব্যতীত অন্যান্য সকল জেলার প্রার্থীগণ আবেদন করতে পারবেন। (তবে এতিম/শারীরিক প্রতিবন্ধী কোটায় সকল বিভাগের প্রার্থী আবেদন করতে পারবেন।) xyxy=(575,1105,796,1277)
qr-module xyxy=(1544,684,1552,692)
row-serial: ২ xyxy=(15,592,71,684)
post-scale: বেতন স্কেল : ১০,২০০-২৪,৬৮০/- xyxy=(74,719,243,734)
qr-module xyxy=(1511,684,1519,692)
list-text: আবেদনকারী মুক্তিযোদ্ধা/শহীদ মুক্তিযোদ্ধা পুত্র-কন্যা এবং মুক্তিযোদ্ধা/শহীদ মুক্তিযোদ্ধাদের সন্তানদের পুত্র-কন্যা হলে আবেদনপত্রের সাথে মুক্তিযোদ্ধার সনদপত্র এবং সম্পর্ক উল্লেখপূর্বক সংশ্লিষ্ট ইউনিয়ন পরিষদের চেয়ারম্যান/পৌরসভার মেয়র/সিটি কর্পোরেশনের ওয়ার্ড কাউন্সিলর কর্তৃক প্রত্যয়নপত্র। xyxy=(882,1140,1588,1189)
qr-module xyxy=(1511,659,1519,667)
paragraph-text: ডিক্লারেশন: প্রার্থীকে অনলাইন আবেদনপত্রের ডিক্লারেশন অংশে এই মর্মে ঘোষণা দিতে হবে যে, প্রার্থী কর্তৃক আবেদনপত্রের প্রদত্ত সকল তথ্য সঠিক এবং সত্য। প্রদত্ত তথ্য অসত্য বা মিথ্যা প্রমাণিত হলে অথবা কোন অযোগ্যতা ধরা পড়লে বা কোন প্রতারণা বা দুর্নীতির আশ্রয় গ্রহণ করলে কিংবা পরীক্ষায় নকল বা অসদুপায় অবলম্বন করলে, পরীক্ষার পূর্বে বা পরে এমনকি নিয়োগের পরে যে কোন পর্যায়ে প্রার্থিতা বাতিল করা হবে এবং সংশ্লিষ্ট প্রার্থীর বিরুদ্ধে আইনগত ব্যবস্থা গ্রহণ করা যাবে। xyxy=(864,832,1588,897)
qr-module xyxy=(1527,700,1535,708)
